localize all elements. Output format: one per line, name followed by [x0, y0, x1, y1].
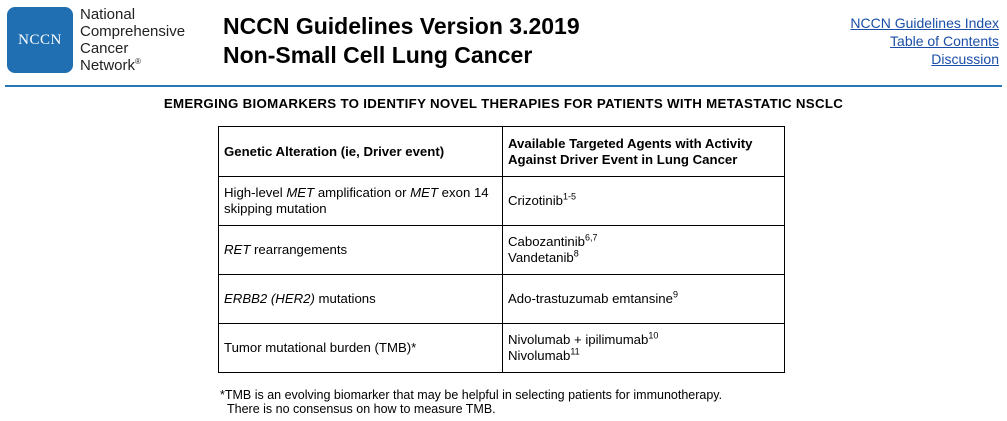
gene-name: ERBB2 (HER2): [224, 291, 315, 306]
logo-text: NCCN: [18, 31, 62, 48]
alteration-cell: [219, 324, 503, 373]
biomarker-table: [218, 126, 785, 373]
org-line: Comprehensive: [80, 23, 186, 40]
reference-superscript: 9: [672, 289, 678, 300]
title-line-1: NCCN Guidelines Version 3.2019: [223, 13, 580, 39]
gene-name: MET: [410, 185, 439, 200]
alteration-text: rearrangements: [250, 242, 348, 257]
nccn-logo: [7, 7, 73, 73]
column-header-agents: Available Targeted Agents with Activity Against Driver Event in Lung Cancer: [503, 127, 785, 177]
footnote: [220, 388, 722, 416]
alteration-cell: [219, 275, 503, 324]
gene-name: MET: [286, 185, 315, 200]
discussion-link[interactable]: Discussion: [931, 51, 999, 67]
column-header-alteration: Genetic Alteration (ie, Driver event): [219, 127, 503, 177]
table-row: [219, 324, 785, 373]
page-title: [223, 12, 580, 70]
agents-cell: [503, 324, 785, 373]
guidelines-index-link[interactable]: NCCN Guidelines Index: [850, 15, 999, 31]
title-line-2: Non-Small Cell Lung Cancer: [223, 42, 533, 68]
agent-entry: [508, 193, 779, 209]
reference-superscript: 1-5: [562, 191, 576, 202]
agent-name: Vandetanib: [508, 250, 574, 265]
table-header-row: [219, 127, 785, 177]
alteration-cell: [219, 177, 503, 226]
agent-entry: [508, 291, 779, 307]
alteration-cell: [219, 226, 503, 275]
footnote-line-1: *TMB is an evolving biomarker that may be helpful in selecting patients for immunotherapy.: [220, 388, 723, 402]
agents-cell: [503, 177, 785, 226]
reference-superscript: 11: [570, 346, 580, 357]
table-row: [219, 275, 785, 324]
alteration-text: Tumor mutational burden (TMB)*: [224, 340, 417, 355]
table-row: [219, 226, 785, 275]
org-line: Cancer: [80, 40, 129, 57]
alteration-text: exon 14 skipping mutation: [224, 185, 489, 216]
org-line: [80, 57, 185, 74]
agents-cell: [503, 226, 785, 275]
agents-cell: [503, 275, 785, 324]
footnote-line-2: There is no consensus on how to measure TMB.: [227, 402, 496, 416]
agent-name: Ado-trastuzumab emtansine: [508, 291, 673, 306]
header-divider: [5, 85, 1002, 87]
agent-name: Nivolumab + ipilimumab: [508, 332, 649, 347]
reference-superscript: 10: [648, 330, 659, 341]
alteration-text: mutations: [314, 291, 376, 306]
agent-entry: [508, 250, 779, 266]
agent-name: Cabozantinib: [508, 234, 585, 249]
org-line: National: [80, 6, 136, 23]
section-title: EMERGING BIOMARKERS TO IDENTIFY NOVEL THERAPIES FOR PATIENTS WITH METASTATIC NSCLC: [163, 96, 844, 111]
gene-name: RET: [224, 242, 251, 257]
reference-superscript: 6,7: [584, 232, 598, 243]
registered-mark: ®: [135, 57, 141, 66]
alteration-text: High-level: [224, 185, 287, 200]
agent-entry: [508, 332, 779, 348]
reference-superscript: 8: [573, 248, 579, 259]
organization-name: [80, 6, 185, 74]
table-row: [219, 177, 785, 226]
alteration-text: amplification or: [314, 185, 411, 200]
agent-name: Crizotinib: [508, 193, 563, 208]
agent-entry: [508, 234, 779, 250]
org-line-text: Network: [80, 57, 136, 74]
agent-entry: [508, 348, 779, 364]
nav-links: [850, 14, 999, 68]
table-of-contents-link[interactable]: Table of Contents: [890, 33, 999, 49]
agent-name: Nivolumab: [508, 348, 571, 363]
